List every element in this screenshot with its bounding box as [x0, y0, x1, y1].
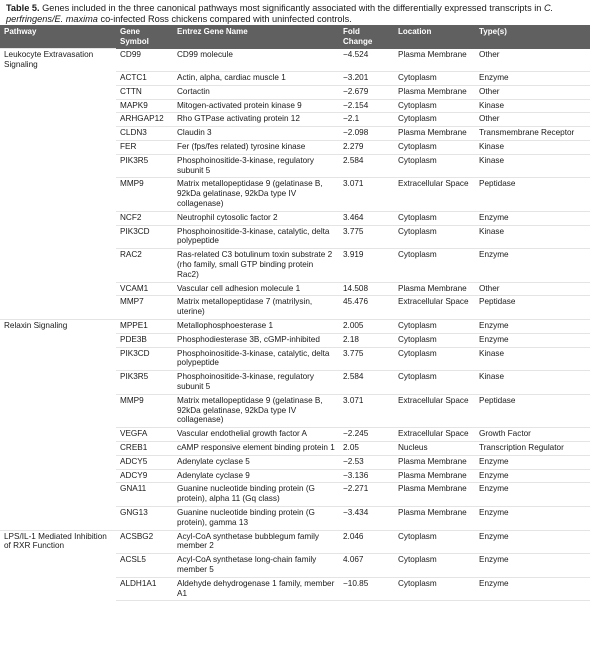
- cell-gene-name: Acyl-CoA synthetase long-chain family member 5: [173, 554, 339, 578]
- cell-location: Extracellular Space: [394, 296, 475, 320]
- cell-pathway: [0, 442, 116, 456]
- cell-fold-change: −3.201: [339, 72, 394, 86]
- table-row: [0, 506, 590, 530]
- cell-type: Enzyme: [475, 455, 590, 469]
- cell-gene-symbol: PIK3CD: [116, 347, 173, 371]
- cell-gene-name: cAMP responsive element binding protein 1: [173, 442, 339, 456]
- table-row: [0, 178, 590, 211]
- cell-type: Kinase: [475, 225, 590, 249]
- cell-gene-name: Ras-related C3 botulinum toxin substrate 2 (rho family, small GTP binding protein Rac2): [173, 249, 339, 282]
- cell-location: Cytoplasm: [394, 577, 475, 601]
- cell-gene-name: Actin, alpha, cardiac muscle 1: [173, 72, 339, 86]
- cell-gene-name: Guanine nucleotide binding protein (G protein), gamma 13: [173, 506, 339, 530]
- table-row: [0, 371, 590, 395]
- cell-type: Kinase: [475, 154, 590, 178]
- cell-pathway: [0, 483, 116, 507]
- cell-location: Cytoplasm: [394, 99, 475, 113]
- cell-fold-change: 3.071: [339, 178, 394, 211]
- cell-gene-name: Adenylate cyclase 9: [173, 469, 339, 483]
- cell-location: Cytoplasm: [394, 72, 475, 86]
- cell-fold-change: 2.046: [339, 530, 394, 554]
- cell-type: Kinase: [475, 347, 590, 371]
- cell-location: Cytoplasm: [394, 371, 475, 395]
- table-row: [0, 99, 590, 113]
- cell-gene-symbol: VEGFA: [116, 428, 173, 442]
- cell-gene-symbol: ACSL5: [116, 554, 173, 578]
- cell-pathway: [0, 178, 116, 211]
- cell-gene-name: Aldehyde dehydrogenase 1 family, member A1: [173, 577, 339, 601]
- caption-label: Table 5.: [6, 3, 40, 13]
- cell-pathway: LPS/IL-1 Mediated Inhibition of RXR Function: [0, 530, 116, 554]
- cell-gene-symbol: GNA11: [116, 483, 173, 507]
- table-row: [0, 49, 590, 72]
- table-row: [0, 211, 590, 225]
- table-row: [0, 442, 590, 456]
- cell-gene-symbol: MMP9: [116, 394, 173, 427]
- cell-location: Cytoplasm: [394, 554, 475, 578]
- cell-fold-change: 4.067: [339, 554, 394, 578]
- cell-gene-symbol: PIK3CD: [116, 225, 173, 249]
- cell-gene-name: Cortactin: [173, 85, 339, 99]
- cell-gene-symbol: ADCY9: [116, 469, 173, 483]
- cell-type: Enzyme: [475, 211, 590, 225]
- cell-fold-change: 3.464: [339, 211, 394, 225]
- cell-gene-symbol: ALDH1A1: [116, 577, 173, 601]
- cell-fold-change: 2.584: [339, 371, 394, 395]
- cell-gene-symbol: CD99: [116, 49, 173, 72]
- cell-gene-name: Phosphoinositide-3-kinase, regulatory subunit 5: [173, 371, 339, 395]
- cell-location: Nucleus: [394, 442, 475, 456]
- table-row: [0, 530, 590, 554]
- cell-location: Cytoplasm: [394, 225, 475, 249]
- cell-location: Plasma Membrane: [394, 282, 475, 296]
- cell-gene-name: Vascular cell adhesion molecule 1: [173, 282, 339, 296]
- caption-text-end: co-infected Ross chickens compared with uninfected controls.: [97, 14, 352, 24]
- cell-pathway: [0, 554, 116, 578]
- cell-location: Cytoplasm: [394, 154, 475, 178]
- cell-fold-change: −2.098: [339, 127, 394, 141]
- cell-gene-name: Vascular endothelial growth factor A: [173, 428, 339, 442]
- cell-pathway: [0, 282, 116, 296]
- cell-gene-symbol: CREB1: [116, 442, 173, 456]
- table-header-row: [0, 25, 590, 49]
- cell-gene-name: Phosphoinositide-3-kinase, catalytic, delta polypeptide: [173, 225, 339, 249]
- cell-gene-name: Adenylate cyclase 5: [173, 455, 339, 469]
- cell-type: Other: [475, 113, 590, 127]
- cell-location: Cytoplasm: [394, 320, 475, 334]
- cell-gene-symbol: RAC2: [116, 249, 173, 282]
- cell-gene-symbol: GNG13: [116, 506, 173, 530]
- cell-location: Plasma Membrane: [394, 455, 475, 469]
- cell-pathway: [0, 469, 116, 483]
- cell-type: Enzyme: [475, 530, 590, 554]
- header-pathway: Pathway: [0, 25, 116, 49]
- cell-location: Plasma Membrane: [394, 85, 475, 99]
- cell-gene-symbol: MMP9: [116, 178, 173, 211]
- cell-fold-change: 2.279: [339, 141, 394, 155]
- table-row: [0, 296, 590, 320]
- cell-pathway: [0, 249, 116, 282]
- cell-gene-symbol: MMP7: [116, 296, 173, 320]
- cell-location: Plasma Membrane: [394, 483, 475, 507]
- cell-pathway: [0, 455, 116, 469]
- cell-pathway: Relaxin Signaling: [0, 320, 116, 334]
- cell-gene-symbol: MPPE1: [116, 320, 173, 334]
- cell-pathway: [0, 371, 116, 395]
- cell-gene-symbol: ACTC1: [116, 72, 173, 86]
- cell-fold-change: −2.679: [339, 85, 394, 99]
- table-row: [0, 577, 590, 601]
- cell-gene-name: Fer (fps/fes related) tyrosine kinase: [173, 141, 339, 155]
- cell-type: Peptidase: [475, 394, 590, 427]
- cell-gene-name: Matrix metallopeptidase 9 (gelatinase B, 92kDa gelatinase, 92kDa type IV collagenase): [173, 394, 339, 427]
- cell-gene-symbol: ARHGAP12: [116, 113, 173, 127]
- cell-fold-change: 2.584: [339, 154, 394, 178]
- cell-pathway: [0, 141, 116, 155]
- cell-location: Cytoplasm: [394, 333, 475, 347]
- cell-type: Growth Factor: [475, 428, 590, 442]
- cell-pathway: Leukocyte Extravasation Signaling: [0, 49, 116, 72]
- cell-pathway: [0, 211, 116, 225]
- caption-organism: C. perfringens/E. maxima: [6, 3, 554, 24]
- table-row: [0, 455, 590, 469]
- header-fold-change: Fold Change: [339, 25, 394, 49]
- cell-fold-change: −3.136: [339, 469, 394, 483]
- table-row: [0, 394, 590, 427]
- cell-location: Extracellular Space: [394, 394, 475, 427]
- cell-pathway: [0, 333, 116, 347]
- header-location: Location: [394, 25, 475, 49]
- cell-location: Plasma Membrane: [394, 469, 475, 483]
- table-row: [0, 141, 590, 155]
- cell-fold-change: −10.85: [339, 577, 394, 601]
- table-row: [0, 282, 590, 296]
- table-row: [0, 333, 590, 347]
- header-types: Type(s): [475, 25, 590, 49]
- cell-gene-name: CD99 molecule: [173, 49, 339, 72]
- cell-fold-change: 3.775: [339, 225, 394, 249]
- cell-gene-symbol: NCF2: [116, 211, 173, 225]
- cell-pathway: [0, 72, 116, 86]
- cell-fold-change: −3.434: [339, 506, 394, 530]
- cell-fold-change: −2.271: [339, 483, 394, 507]
- cell-fold-change: −2.245: [339, 428, 394, 442]
- cell-pathway: [0, 225, 116, 249]
- cell-gene-symbol: ADCY5: [116, 455, 173, 469]
- cell-location: Extracellular Space: [394, 178, 475, 211]
- cell-gene-name: Phosphoinositide-3-kinase, catalytic, delta polypeptide: [173, 347, 339, 371]
- table-row: [0, 428, 590, 442]
- table-row: [0, 225, 590, 249]
- header-entrez-gene-name: Entrez Gene Name: [173, 25, 339, 49]
- cell-location: Cytoplasm: [394, 530, 475, 554]
- cell-type: Enzyme: [475, 72, 590, 86]
- table-row: [0, 113, 590, 127]
- cell-type: Enzyme: [475, 577, 590, 601]
- cell-location: Cytoplasm: [394, 347, 475, 371]
- cell-pathway: [0, 394, 116, 427]
- cell-pathway: [0, 85, 116, 99]
- cell-gene-name: Acyl-CoA synthetase bubblegum family member 2: [173, 530, 339, 554]
- cell-type: Peptidase: [475, 296, 590, 320]
- cell-type: Kinase: [475, 371, 590, 395]
- cell-fold-change: −2.53: [339, 455, 394, 469]
- cell-gene-symbol: PIK3R5: [116, 371, 173, 395]
- table-row: [0, 469, 590, 483]
- cell-type: Enzyme: [475, 320, 590, 334]
- caption-text-start: Genes included in the three canonical pathways most significantly associated with the differentially expressed transcripts in: [42, 3, 544, 13]
- cell-type: Kinase: [475, 99, 590, 113]
- cell-location: Plasma Membrane: [394, 49, 475, 72]
- cell-pathway: [0, 127, 116, 141]
- table-row: [0, 554, 590, 578]
- cell-type: Peptidase: [475, 178, 590, 211]
- cell-gene-symbol: FER: [116, 141, 173, 155]
- table-body: [0, 49, 590, 601]
- cell-type: Kinase: [475, 141, 590, 155]
- cell-gene-name: Guanine nucleotide binding protein (G protein), alpha 11 (Gq class): [173, 483, 339, 507]
- cell-fold-change: 45.476: [339, 296, 394, 320]
- cell-type: Enzyme: [475, 554, 590, 578]
- cell-type: Enzyme: [475, 249, 590, 282]
- cell-location: Cytoplasm: [394, 211, 475, 225]
- cell-location: Cytoplasm: [394, 249, 475, 282]
- cell-gene-name: Matrix metallopeptidase 7 (matrilysin, uterine): [173, 296, 339, 320]
- cell-fold-change: 3.071: [339, 394, 394, 427]
- table-row: [0, 154, 590, 178]
- cell-type: Transmembrane Receptor: [475, 127, 590, 141]
- cell-location: Plasma Membrane: [394, 127, 475, 141]
- header-gene-symbol: Gene Symbol: [116, 25, 173, 49]
- cell-gene-name: Mitogen-activated protein kinase 9: [173, 99, 339, 113]
- cell-pathway: [0, 154, 116, 178]
- cell-location: Cytoplasm: [394, 113, 475, 127]
- cell-gene-symbol: CTTN: [116, 85, 173, 99]
- table-row: [0, 483, 590, 507]
- cell-gene-symbol: CLDN3: [116, 127, 173, 141]
- cell-gene-symbol: VCAM1: [116, 282, 173, 296]
- cell-gene-name: Metallophosphoesterase 1: [173, 320, 339, 334]
- cell-type: Enzyme: [475, 333, 590, 347]
- table-row: [0, 85, 590, 99]
- cell-fold-change: −2.1: [339, 113, 394, 127]
- cell-fold-change: 2.05: [339, 442, 394, 456]
- cell-type: Enzyme: [475, 506, 590, 530]
- cell-pathway: [0, 99, 116, 113]
- cell-fold-change: 3.919: [339, 249, 394, 282]
- cell-gene-name: Matrix metallopeptidase 9 (gelatinase B, 92kDa gelatinase, 92kDa type IV collagenase): [173, 178, 339, 211]
- cell-gene-symbol: MAPK9: [116, 99, 173, 113]
- table-row: [0, 249, 590, 282]
- genes-table: [0, 25, 590, 601]
- cell-fold-change: 14.508: [339, 282, 394, 296]
- cell-fold-change: 2.18: [339, 333, 394, 347]
- cell-type: Transcription Regulator: [475, 442, 590, 456]
- table-caption: [0, 0, 590, 25]
- cell-gene-name: Rho GTPase activating protein 12: [173, 113, 339, 127]
- table-row: [0, 72, 590, 86]
- cell-pathway: [0, 506, 116, 530]
- cell-location: Cytoplasm: [394, 141, 475, 155]
- cell-gene-name: Phosphoinositide-3-kinase, regulatory subunit 5: [173, 154, 339, 178]
- cell-gene-symbol: PIK3R5: [116, 154, 173, 178]
- cell-gene-name: Phosphodiesterase 3B, cGMP-inhibited: [173, 333, 339, 347]
- table-row: [0, 127, 590, 141]
- cell-fold-change: 3.775: [339, 347, 394, 371]
- cell-pathway: [0, 296, 116, 320]
- cell-type: Other: [475, 85, 590, 99]
- cell-fold-change: 2.005: [339, 320, 394, 334]
- cell-pathway: [0, 347, 116, 371]
- cell-gene-name: Claudin 3: [173, 127, 339, 141]
- cell-fold-change: −2.154: [339, 99, 394, 113]
- table-row: [0, 320, 590, 334]
- cell-pathway: [0, 428, 116, 442]
- cell-pathway: [0, 113, 116, 127]
- cell-pathway: [0, 577, 116, 601]
- cell-gene-symbol: ACSBG2: [116, 530, 173, 554]
- cell-gene-symbol: PDE3B: [116, 333, 173, 347]
- cell-type: Enzyme: [475, 469, 590, 483]
- cell-type: Enzyme: [475, 483, 590, 507]
- cell-location: Plasma Membrane: [394, 506, 475, 530]
- table-row: [0, 347, 590, 371]
- cell-type: Other: [475, 282, 590, 296]
- cell-gene-name: Neutrophil cytosolic factor 2: [173, 211, 339, 225]
- cell-type: Other: [475, 49, 590, 72]
- cell-location: Extracellular Space: [394, 428, 475, 442]
- cell-fold-change: −4.524: [339, 49, 394, 72]
